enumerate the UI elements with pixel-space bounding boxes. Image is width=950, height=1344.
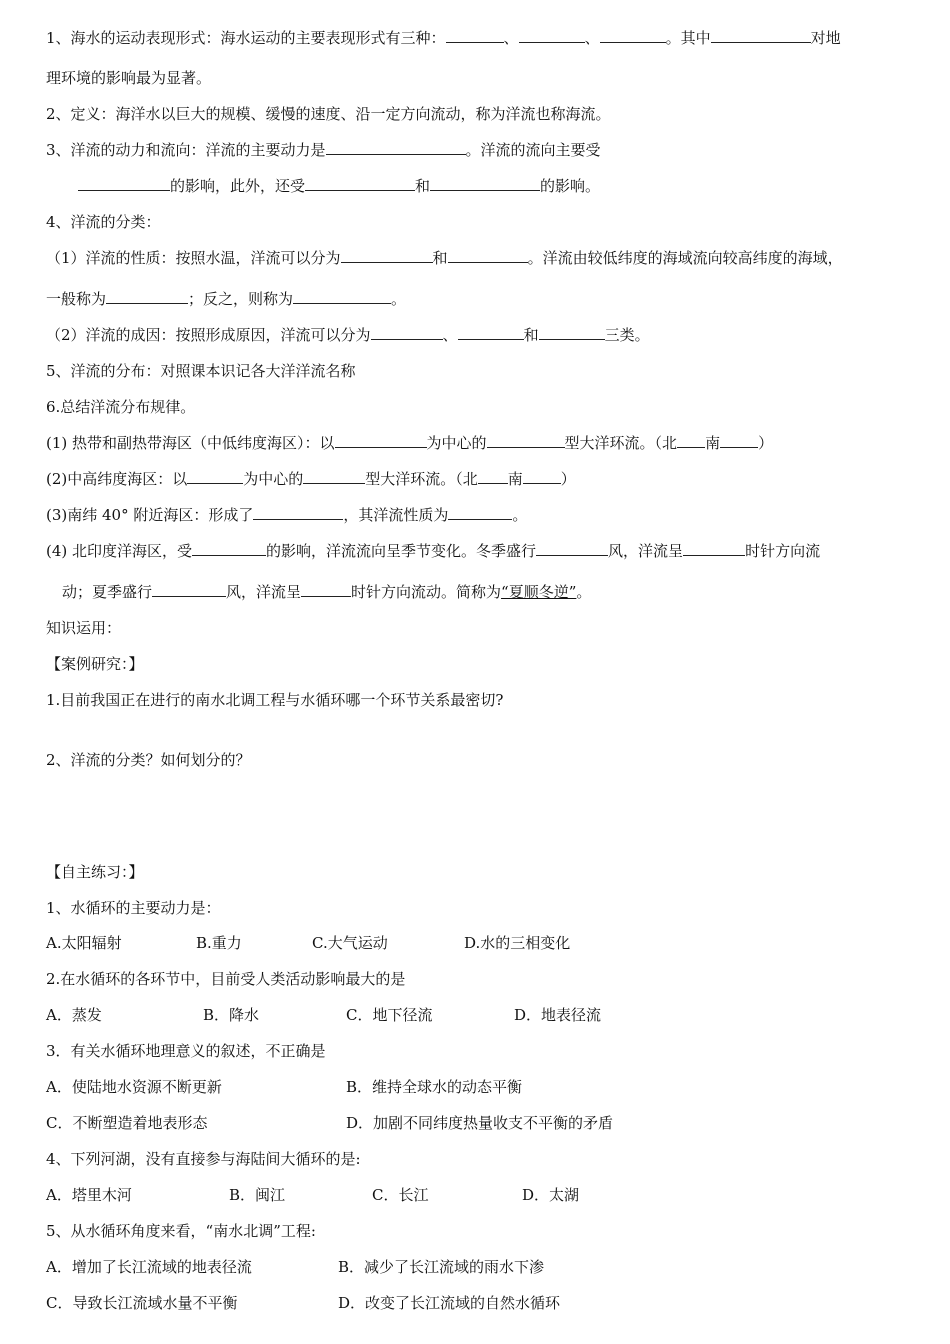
q3-text: 。洋流的流向主要受 [465, 141, 601, 159]
q4-1-blank-2[interactable] [448, 248, 528, 263]
q3-text: 的影响。 [540, 177, 601, 195]
practice-q2-option-c[interactable]: C．地下径流 [346, 1006, 433, 1024]
q1-blank-3[interactable] [600, 28, 666, 43]
q6-1-blank-3[interactable] [677, 433, 705, 448]
q4-1-text: ；反之，则称为 [188, 290, 294, 308]
q6-3-text: 。 [512, 506, 528, 524]
q3-blank-3[interactable] [305, 176, 415, 191]
q2-line: 2、定义：海洋水以巨大的规模、缓慢的速度、沿一定方向流动，称为洋流也称海流。 [46, 105, 611, 123]
practice-q3-option-c[interactable]: C．不断塑造着地表形态 [46, 1114, 208, 1132]
q1-blank-2[interactable] [519, 28, 585, 43]
q6-1-text: 型大洋环流。（北 [564, 434, 678, 452]
q6-2-blank-4[interactable] [523, 469, 561, 484]
q4-2-blank-3[interactable] [539, 325, 605, 340]
q6-1-text: (1) 热带和副热带海区（中低纬度海区）：以 [46, 434, 335, 452]
q4-2-blank-1[interactable] [371, 325, 443, 340]
practice-q1-option-d[interactable]: D.水的三相变化 [464, 934, 571, 952]
q3-line-2 [78, 176, 600, 196]
q4-1-line-1 [46, 248, 843, 268]
q6-4-text: 的影响，洋流流向呈季节变化。冬季盛行 [266, 542, 537, 560]
q4-1-text: 和 [432, 249, 448, 267]
q6-4-text: 时针方向流 [745, 542, 821, 560]
q6-4-text: 时针方向流动。简称为 [351, 583, 502, 601]
summary-phrase: “夏顺冬逆” [501, 583, 577, 601]
practice-q3-option-a[interactable]: A．使陆地水资源不断更新 [46, 1078, 222, 1096]
practice-q2-option-b[interactable]: B．降水 [203, 1006, 260, 1024]
q1-sep: 、 [503, 29, 519, 47]
q6-2-blank-1[interactable] [187, 469, 243, 484]
practice-q1-option-c[interactable]: C.大气运动 [312, 934, 388, 952]
q6-1-text: 为中心的 [426, 434, 487, 452]
q6-4-text: (4) 北印度洋海区，受 [46, 542, 193, 560]
q6-4-blank-1[interactable] [192, 541, 266, 556]
q3-text: 3、洋流的动力和流向：洋流的主要动力是 [46, 141, 326, 159]
q4-1-text: 。洋流由较低纬度的海域流向较高纬度的海域， [527, 249, 843, 267]
q6-2-text: 为中心的 [243, 470, 304, 488]
q4-2-line [46, 325, 650, 345]
q4-1-blank-1[interactable] [341, 248, 433, 263]
q6-4-line-1 [46, 541, 820, 561]
q6-4-blank-4[interactable] [152, 582, 226, 597]
q6-2-text: 南 [507, 470, 523, 488]
q3-blank-2[interactable] [78, 176, 170, 191]
practice-q3-option-b[interactable]: B．维持全球水的动态平衡 [346, 1078, 523, 1096]
q6-1-line [46, 433, 773, 453]
practice-q5-option-c[interactable]: C．导致长江流域水量不平衡 [46, 1294, 238, 1312]
practice-q3-stem: 3．有关水循环地理意义的叙述，不正确是 [46, 1042, 326, 1060]
practice-q1-option-a[interactable]: A.太阳辐射 [46, 934, 122, 952]
q4-title: 4、洋流的分类： [46, 213, 161, 231]
practice-q4-option-b[interactable]: B．闽江 [229, 1186, 286, 1204]
q3-blank-1[interactable] [326, 140, 466, 155]
practice-q5-option-a[interactable]: A．增加了长江流域的地表径流 [46, 1258, 252, 1276]
q6-4-text: 。 [576, 583, 592, 601]
practice-title: 【自主练习：】 [46, 863, 144, 881]
q6-2-blank-3[interactable] [478, 469, 508, 484]
practice-q4-option-d[interactable]: D．太湖 [522, 1186, 580, 1204]
practice-q1-stem: 1、水循环的主要动力是： [46, 899, 221, 917]
q4-1-text: 一般称为 [46, 290, 107, 308]
case-question-2: 2、洋流的分类？如何划分的？ [46, 751, 251, 769]
q4-1-line-2 [46, 289, 406, 309]
q4-1-blank-3[interactable] [106, 289, 188, 304]
q6-4-text: 风，洋流呈 [226, 583, 302, 601]
q1-blank-4[interactable] [711, 28, 811, 43]
q6-3-blank-1[interactable] [253, 505, 343, 520]
practice-q1-option-b[interactable]: B.重力 [196, 934, 242, 952]
q6-4-blank-2[interactable] [536, 541, 608, 556]
q6-2-line [46, 469, 576, 489]
q6-1-blank-2[interactable] [487, 433, 565, 448]
q4-2-text: 和 [523, 326, 539, 344]
case-question-1: 1.目前我国正在进行的南水北调工程与水循环哪一个环节关系最密切? [46, 691, 504, 709]
practice-q2-option-a[interactable]: A．蒸发 [46, 1006, 102, 1024]
practice-q4-option-a[interactable]: A．塔里木河 [46, 1186, 132, 1204]
q6-4-text: 风，洋流呈 [608, 542, 684, 560]
q4-2-text: 、 [442, 326, 458, 344]
q6-2-text: 型大洋环流。（北 [365, 470, 478, 488]
q6-1-blank-4[interactable] [720, 433, 758, 448]
q1-blank-1[interactable] [446, 28, 504, 43]
q3-text: 的影响，此外，还受 [170, 177, 306, 195]
q6-1-blank-1[interactable] [335, 433, 427, 448]
practice-q2-stem: 2.在水循环的各环节中，目前受人类活动影响最大的是 [46, 970, 406, 988]
q6-4-blank-3[interactable] [683, 541, 745, 556]
q6-2-text: ） [560, 470, 576, 488]
q6-2-text: (2)中高纬度海区：以 [46, 470, 188, 488]
apply-title: 知识运用： [46, 619, 122, 637]
q6-3-line [46, 505, 527, 525]
practice-q2-option-d[interactable]: D．地表径流 [514, 1006, 602, 1024]
q3-blank-4[interactable] [430, 176, 540, 191]
q6-3-text: ，其洋流性质为 [343, 506, 449, 524]
q1-line-1 [46, 28, 841, 48]
case-title: 【案例研究：】 [46, 655, 144, 673]
practice-q5-option-b[interactable]: B．减少了长江流域的雨水下渗 [338, 1258, 545, 1276]
q1-text: 。其中 [665, 29, 711, 47]
q1-text: 对地 [810, 29, 841, 47]
practice-q4-stem: 4、下列河湖，没有直接参与海陆间大循环的是: [46, 1150, 361, 1168]
q6-1-text: ） [758, 434, 774, 452]
q4-1-text: 。 [391, 290, 407, 308]
q4-1-blank-4[interactable] [293, 289, 391, 304]
q4-2-text: （2）洋流的成因：按照形成原因，洋流可以分为 [46, 326, 371, 344]
q6-title: 6.总结洋流分布规律。 [46, 398, 196, 416]
q6-4-text: 动；夏季盛行 [62, 583, 153, 601]
practice-q3-option-d[interactable]: D．加剧不同纬度热量收支不平衡的矛盾 [346, 1114, 614, 1132]
q6-3-text: (3)南纬 40° 附近海区：形成了 [46, 506, 254, 524]
q6-2-blank-2[interactable] [303, 469, 365, 484]
q4-2-text: 三类。 [604, 326, 650, 344]
practice-q5-stem: 5、从水循环角度来看，“南水北调”工程: [46, 1222, 316, 1240]
q3-text: 和 [415, 177, 431, 195]
q6-4-line-2 [62, 582, 591, 602]
q4-2-blank-2[interactable] [458, 325, 524, 340]
q6-4-blank-5[interactable] [301, 582, 351, 597]
q5-line: 5、洋流的分布：对照课本识记各大洋洋流名称 [46, 362, 356, 380]
q1-line-2: 理环境的影响最为显著。 [46, 69, 212, 87]
q4-1-text: （1）洋流的性质：按照水温，洋流可以分为 [46, 249, 341, 267]
q6-1-text: 南 [705, 434, 721, 452]
q3-line-1 [46, 140, 601, 160]
practice-q5-option-d[interactable]: D．改变了长江流域的自然水循环 [338, 1294, 561, 1312]
practice-q4-option-c[interactable]: C．长江 [372, 1186, 429, 1204]
q1-sep: 、 [584, 29, 600, 47]
q6-3-blank-2[interactable] [448, 505, 512, 520]
q1-text: 1、海水的运动表现形式：海水运动的主要表现形式有三种： [46, 29, 446, 47]
